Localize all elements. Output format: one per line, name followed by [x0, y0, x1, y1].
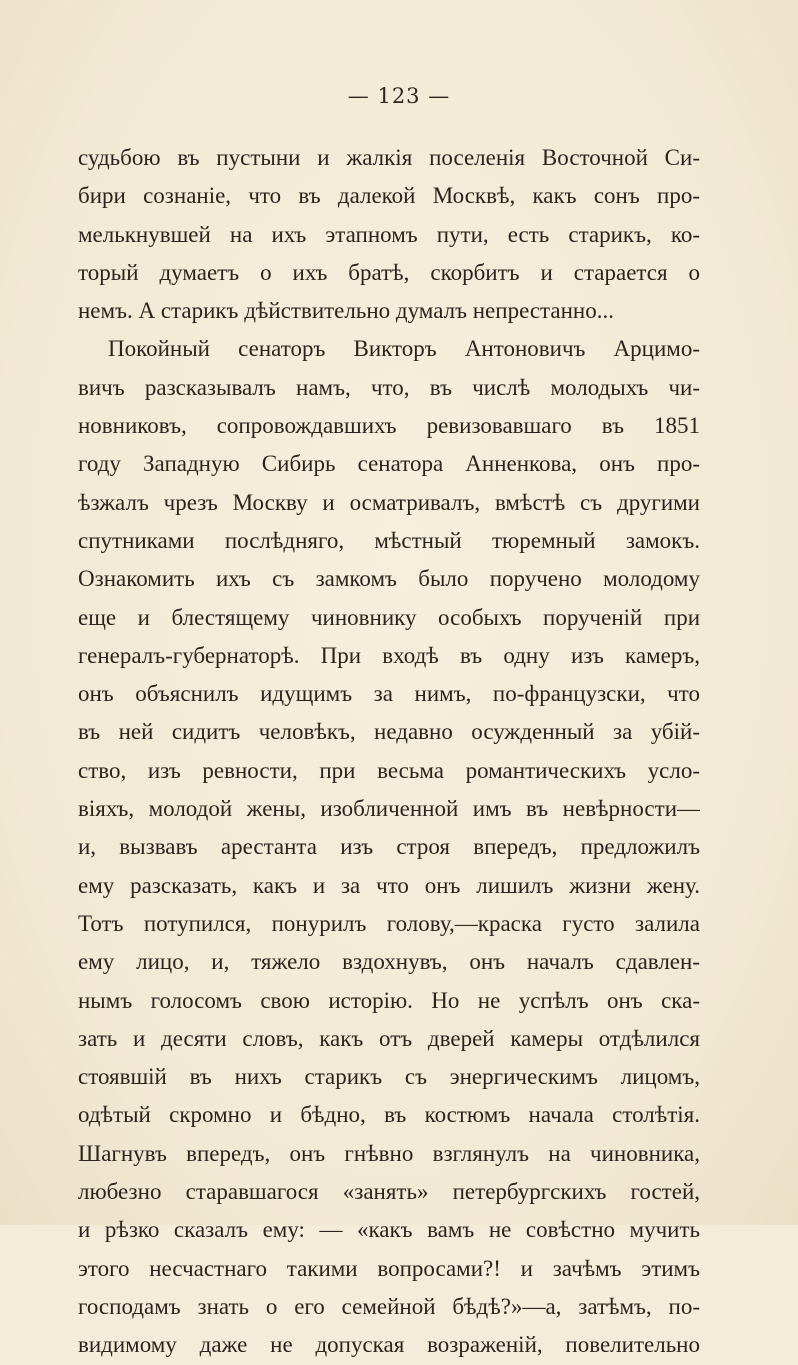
text-line: онъ объяснилъ идущимъ за нимъ, по-французски, что — [78, 681, 700, 707]
text-line: торый думаетъ о ихъ братѣ, скорбитъ и старается о — [78, 259, 700, 285]
text-line: генералъ-губернаторѣ. При входѣ въ одну изъ камеръ, — [78, 642, 700, 668]
text-line: вичъ разсказывалъ намъ, что, въ числѣ молодыхъ чи- — [78, 374, 700, 400]
text-line: году Западную Сибирь сенатора Анненкова, онъ про- — [78, 451, 700, 477]
text-line: стоявшій въ нихъ старикъ съ энергическимъ лицомъ, — [78, 1064, 700, 1090]
text-line: видимому даже не допуская возраженій, повелительно — [78, 1332, 700, 1358]
text-line: ему лицо, и, тяжело вздохнувъ, онъ началъ сдавлен- — [78, 949, 700, 975]
text-line: этого несчастнаго такими вопросами?! и зачѣмъ этимъ — [78, 1255, 700, 1281]
text-line: Ознакомить ихъ съ замкомъ было поручено молодому — [78, 566, 700, 592]
text-line: еще и блестящему чиновнику особыхъ порученій при — [78, 604, 700, 630]
body-text — [78, 139, 700, 1365]
text-line: Покойный сенаторъ Викторъ Антоновичъ Арцимо- — [108, 336, 700, 362]
text-line: спутниками послѣдняго, мѣстный тюремный замокъ. — [78, 527, 700, 553]
text-line: ему разсказать, какъ и за что онъ лишилъ жизни жену. — [78, 872, 700, 898]
text-line: бири сознаніе, что въ далекой Москвѣ, какъ сонъ про- — [78, 183, 700, 209]
page-number: — 123 — — [347, 84, 451, 108]
text-line: немъ. А старикъ дѣйствительно думалъ непрестанно... — [78, 298, 614, 324]
text-line: судьбою въ пустыни и жалкія поселенія Восточной Си- — [78, 145, 700, 170]
text-line: Шагнувъ впередъ, онъ гнѣвно взглянулъ на чиновника, — [78, 1140, 700, 1166]
text-line: и рѣзко сказалъ ему: — «какъ вамъ не совѣстно мучить — [78, 1217, 700, 1243]
text-line: одѣтый скромно и бѣдно, въ костюмъ начала столѣтія. — [78, 1102, 700, 1128]
text-line: мелькнувшей на ихъ этапномъ пути, есть старикъ, ко- — [78, 221, 700, 247]
text-line: зать и десяти словъ, какъ отъ дверей камеры отдѣлился — [78, 1025, 700, 1051]
text-line: ѣзжалъ чрезъ Москву и осматривалъ, вмѣстѣ съ другими — [78, 489, 700, 515]
text-line: віяхъ, молодой жены, изобличенной имъ въ невѣрности— — [78, 796, 700, 822]
text-line: и, вызвавъ арестанта изъ строя впередъ, предложилъ — [78, 834, 700, 860]
text-line: ство, изъ ревности, при весьма романтическихъ усло- — [78, 757, 700, 783]
text-line: въ ней сидитъ человѣкъ, недавно осужденный за убій- — [78, 719, 700, 745]
text-line: нымъ голосомъ свою исторію. Но не успѣлъ онъ ска- — [78, 987, 700, 1013]
text-line: любезно старавшагося «занять» петербургскихъ гостей, — [78, 1179, 700, 1205]
text-line: господамъ знать о его семейной бѣдѣ?»—а, затѣмъ, по- — [78, 1293, 700, 1319]
text-line: Тотъ потупился, понурилъ голову,—краска густо залила — [78, 910, 700, 936]
text-line: новниковъ, сопровождавшихъ ревизовавшаго въ 1851 — [78, 413, 700, 439]
